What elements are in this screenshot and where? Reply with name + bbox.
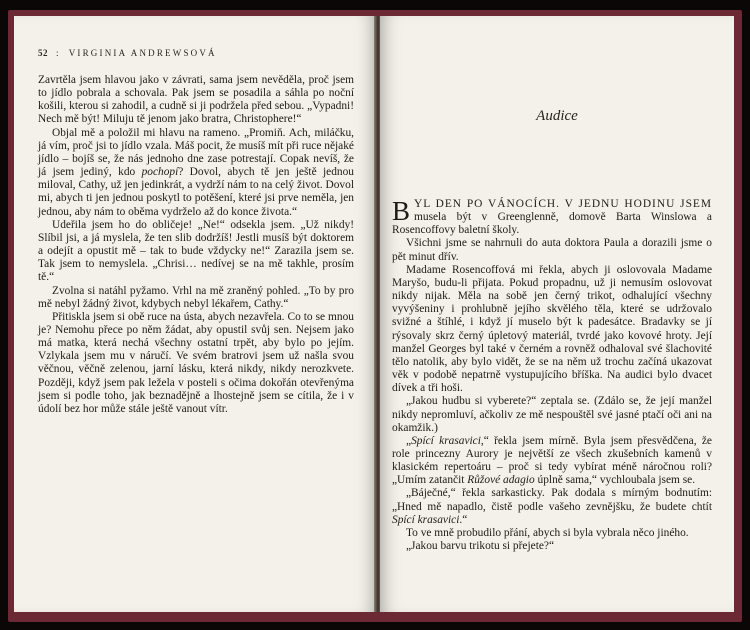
text-run: „ [406,434,412,447]
text-run: „Jakou hudbu si vyberete?“ zeptala se. (Zdálo se, že její manžel nikdy nepromluví, ačkoliv ze mě nespouštěl své jasné ptačí oči ani na okamžik.) [392,395,712,434]
text-run: úplně sama,“ vychloubala jsem se. [534,474,696,487]
paragraph [38,285,354,311]
paragraph [392,527,712,540]
paragraph [38,74,354,127]
opening-small-caps: YL DEN PO VÁNOCÍCH. V JEDNU HODINU JSEM [414,198,712,210]
paragraph [392,435,712,488]
text-run: To ve mně probudilo přání, abych si byla vybrala něco jiného. [406,526,689,539]
italic-run: Spící krasavici [392,513,460,526]
page-number: 52 [38,48,48,58]
text-run: Objal mě a položil mi hlavu na rameno. „Promiň. Ach, miláčku, já vím, proč jsi to jídlo vzala. Máš pocit, že musíš mít při ruce nějaké jídlo – bojíš se, že nás jednoho dne zase potrestají. Copak nevíš, že já jsem jediný, kdo [38,126,354,179]
right-page [380,16,734,612]
text-run: Přitiskla jsem si obě ruce na ústa, abych nezavřela. Co to se mnou je? Nemohu přece po něm žádat, aby opustil svůj sen. Nejsem jako má matka, která nechá všechny ostatní trpět, aby bylo po jejím. Vzlykala jsem mu v náručí. Ve svém bratrovi jsem už našla svou věčnou, věčně zelenou, jarní lásku, která nikdy, nikdy nerozkvete. Později, když jsem pak ležela v posteli s očima dokořán otevřenýma jsem si podle toho, jak beznadějně a lhostejně jsem se cítila, že i v údolí bez hor může stále ještě vanout vítr. [38,310,354,415]
paragraph [392,487,712,526]
text-run: „Báječné,“ řekla sarkasticky. Pak dodala s mírným bodnutím: „Hned mě napadlo, čistě podle vašeho zevnějšku, že budete chtít [392,487,712,513]
text-run: ,“ řekla jsem mírně. Byla jsem přesvědčena, že role princezny Aurory je největší ze všech zkušebních kamenů v klasickém repertoáru – proč si tedy vybírat méně náročnou roli? „Umím zatančit [392,434,712,487]
paragraph [38,311,354,416]
paragraph [392,264,712,396]
left-page [14,16,376,612]
text-run: Všichni jsme se nahrnuli do auta doktora Paula a dorazili jsme o pět minut dřív. [392,237,712,263]
italic-run: Spící krasavici [411,434,481,447]
right-page-body [392,198,712,553]
text-run: .“ [459,513,468,526]
left-page-body [38,74,354,416]
italic-run: pochopí [141,166,179,179]
italic-run: Růžové adagio [467,474,535,487]
paragraph [38,127,354,219]
drop-cap: B [392,196,411,226]
text-run: Madame Rosencoffová mi řekla, abych ji oslovovala Madame Maryšo, budu-li přijata. Pokud propadnu, už ji nemusím oslovovat nikdy nijak. Měla na sobě jen černý trikot, odhalující všechny vyvýšeniny i prohlubně jejího skvělého těla, které se udržovalo svižné a štíhlé, i když jí muselo být k padesátce. Bradavky se jí rýsovaly skrz černý úpletový materiál, tvrdé jako kovové hroty. Její manžel Georges byl také v černém a rovněž odhaloval své šlachovité tělo natolik, aby bylo vidět, že se na něm už trochu začíná ukazovat věk v podobě nepatrně vystupujícího bříška. Na audici bylo dvacet dívek a tři hoši. [392,263,712,395]
text-run: Udeřila jsem ho do obličeje! „Ne!“ odsekla jsem. „Už nikdy! Slíbil jsi, a já myslela, že ten slib dodržíš! Jestli musíš být doktorem a odejít a opustit mě – tak to bude vždycky ne!“ Zarazila jsem se. Tak jsem to nemyslela. „Chrisi… nedívej se na mě takhle, prosím tě.“ [38,218,354,284]
running-head [38,48,217,58]
paragraph [392,395,712,434]
text-run: ? Dovol, abych tě jen ještě jednou miloval, Cathy, už jen jedinkrát, a vydrží nám to na celý život. Dovol mi, abych ti jen jednou poskytl to potěšení, které jsi prve neměla, jen jednou, aby nám to oběma vydrželo až do konce života.“ [38,166,354,218]
text-run: Zavrtěla jsem hlavou jako v závrati, sama jsem nevěděla, proč jsem to jídlo pobrala a schovala. Pak jsem se posadila a sáhla po noční košili, kterou si zahodil, a cudně si ji podržela před sebou. „Vypadni! Nech mě být! Miluju tě jenom jako bratra, Christophere!“ [38,74,354,126]
chapter-title: Audice [536,108,578,124]
opening-paragraph [392,198,712,237]
opening-paragraph-text [392,211,712,236]
text-run: „Jakou barvu trikotu si přejete?“ [406,540,555,553]
paragraph [392,237,712,263]
running-head-separator: : [56,48,61,58]
running-head-author: VIRGINIA ANDREWSOVÁ [68,48,217,58]
text-run: Zvolna si natáhl pyžamo. Vrhl na mě zraněný pohled. „To by pro mě nebyl žádný život, kdybych nebyl lékařem, Cathy.“ [38,284,354,310]
book-spread [8,10,742,622]
text-run: musela být v Greenglenně, domově Barta Winslowa a Rosencoffovy baletní školy. [392,211,712,237]
paragraph [38,219,354,285]
paragraph [392,540,712,553]
